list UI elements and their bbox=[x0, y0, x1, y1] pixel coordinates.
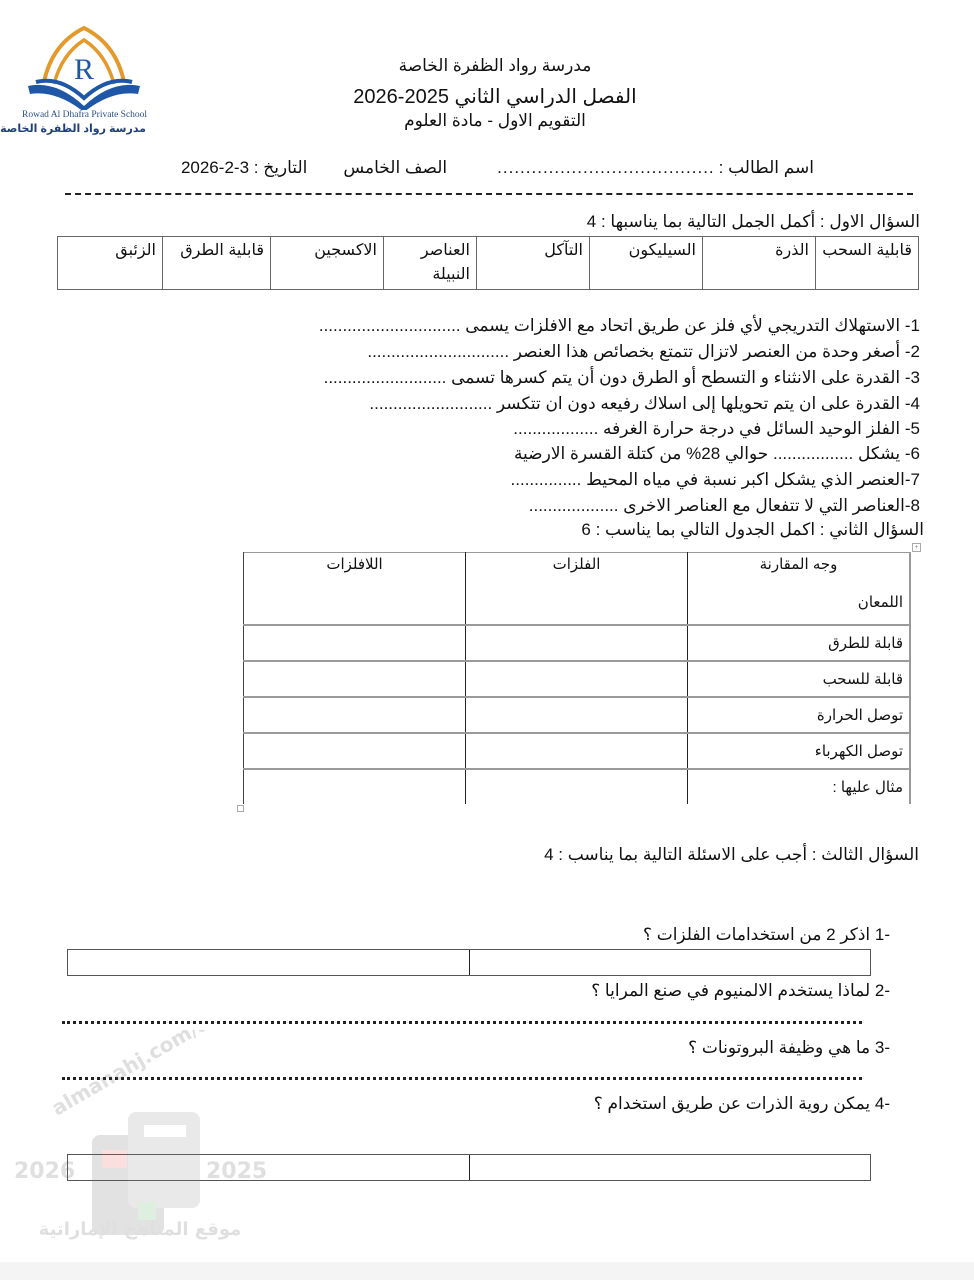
answer-cell[interactable] bbox=[68, 950, 469, 975]
comparison-table bbox=[243, 552, 911, 804]
answer-cell[interactable] bbox=[244, 733, 466, 769]
word-bank-item: الاكسجين bbox=[271, 237, 384, 290]
logo-english-name: Rowad Al Dhafra Private School bbox=[22, 110, 148, 120]
answer-cell[interactable] bbox=[244, 769, 466, 804]
word-bank-item: العناصر النبيلة bbox=[384, 237, 477, 290]
q1-item-7[interactable]: 7-العنصر الذي يشكل اكبر نسبة في مياه المحيط ............... bbox=[510, 470, 920, 489]
logo-arabic-name: مدرسة رواد الظفرة الخاصة bbox=[0, 123, 146, 135]
q1-item-4[interactable]: 4- القدرة على ان يتم تحويلها إلى اسلاك رفيعه دون ان تتكسر .......................... bbox=[369, 394, 920, 413]
q1-item-1[interactable]: 1- الاستهلاك التدريجي لأي فلز عن طريق اتحاد مع الافلزات يسمى .............................. bbox=[318, 316, 920, 335]
comparison-header-cell bbox=[688, 553, 910, 625]
word-bank-item: السيليكون bbox=[590, 237, 703, 290]
word-bank-item: التآكل bbox=[477, 237, 590, 290]
row-label: قابلة للسحب bbox=[688, 661, 910, 697]
date-label: التاريخ : 3-2-2026 bbox=[180, 158, 308, 177]
answer-cell[interactable] bbox=[466, 625, 688, 661]
answer-cell[interactable] bbox=[244, 661, 466, 697]
school-name: مدرسة رواد الظفرة الخاصة bbox=[398, 56, 592, 75]
q1-item-2[interactable]: 2- أصغر وحدة من العنصر لاتزال تتمتع بخصائص هذا العنصر .............................. bbox=[367, 342, 920, 361]
word-bank-table bbox=[57, 236, 919, 290]
assessment-title: التقويم الاول - مادة العلوم bbox=[404, 111, 586, 130]
q1-item-6[interactable]: 6- يشكل ................. حوالي 28% من كتلة القسرة الارضية bbox=[513, 444, 920, 463]
answer-cell[interactable] bbox=[244, 697, 466, 733]
q1-item-3[interactable]: 3- القدرة على الانثناء و التسطح أو الطرق دون أن يتم كسرها تسمى .......................... bbox=[323, 368, 920, 387]
semester-title: الفصل الدراسي الثاني 2025-2026 bbox=[353, 86, 637, 108]
row-label: اللمعان bbox=[857, 594, 903, 611]
word-bank-item: الذرة bbox=[703, 237, 816, 290]
svg-text:2026: 2026 bbox=[14, 1159, 76, 1184]
q3-item-2: -2 لماذا يستخدم الالمنيوم في صنع المرايا ؟ bbox=[591, 981, 890, 1000]
column-header-aspect: وجه المقارنة bbox=[759, 556, 838, 573]
svg-text:R: R bbox=[73, 53, 95, 86]
answer-cell[interactable] bbox=[466, 733, 688, 769]
answer-dotted-line[interactable] bbox=[62, 1021, 862, 1027]
row-label: قابلة للطرق bbox=[688, 625, 910, 661]
answer-cell[interactable] bbox=[466, 661, 688, 697]
q3-item-3: -3 ما هي وظيفة البروتونات ؟ bbox=[688, 1038, 890, 1057]
svg-text:موقع المناهج الإماراتية: موقع المناهج الإماراتية bbox=[38, 1219, 242, 1240]
q3-item-4: -4 يمكن روية الذرات عن طريق استخدام ؟ bbox=[593, 1094, 890, 1113]
page-bottom-band bbox=[0, 1262, 974, 1280]
table-resize-handle-icon[interactable] bbox=[237, 805, 244, 812]
row-label: مثال عليها : bbox=[688, 769, 910, 804]
open-book-arch-icon bbox=[22, 22, 146, 110]
svg-text:2025: 2025 bbox=[206, 1159, 268, 1184]
watermark bbox=[10, 1030, 270, 1250]
grade-label: الصف الخامس bbox=[343, 158, 448, 177]
answer-cell[interactable] bbox=[469, 950, 871, 975]
q1-title: السؤال الاول : أكمل الجمل التالية بما يناسبها : 4 bbox=[586, 212, 920, 231]
table-move-handle-icon[interactable]: + bbox=[912, 543, 921, 552]
q2-title: السؤال الثاني : اكمل الجدول التالي بما يناسب : 6 bbox=[581, 520, 924, 539]
phone-watermark-icon bbox=[10, 1030, 270, 1250]
q3-item-1: -1 اذكر 2 من استخدامات الفلزات ؟ bbox=[642, 925, 890, 944]
separator-dashed-line bbox=[65, 193, 913, 197]
answer-cell[interactable] bbox=[469, 1155, 871, 1180]
answer-cell[interactable] bbox=[466, 769, 688, 804]
column-header-nonmetals: اللافلزات bbox=[244, 553, 466, 625]
answer-cell[interactable] bbox=[244, 625, 466, 661]
answer-dotted-line[interactable] bbox=[62, 1077, 862, 1083]
answer-cell[interactable] bbox=[68, 1155, 469, 1180]
q3-item-4-answer-box[interactable] bbox=[67, 1154, 871, 1181]
word-bank-item: قابلية السحب bbox=[816, 237, 919, 290]
row-label: توصل الحرارة bbox=[688, 697, 910, 733]
q1-item-5[interactable]: 5- الفلز الوحيد السائل في درجة حرارة الغرفه .................. bbox=[513, 419, 920, 438]
answer-cell[interactable] bbox=[466, 697, 688, 733]
student-info-row bbox=[154, 158, 814, 178]
q3-title: السؤال الثالث : أجب على الاسئلة التالية بما يناسب : 4 bbox=[544, 845, 919, 864]
q1-item-8[interactable]: 8-العناصر التي لا تتفعال مع العناصر الاخرى ................... bbox=[528, 496, 920, 515]
word-bank-item: الزئبق bbox=[58, 237, 163, 290]
row-label: توصل الكهرباء bbox=[688, 733, 910, 769]
student-name-label: اسم الطالب : bbox=[718, 158, 814, 177]
column-header-metals: الفلزات bbox=[466, 553, 688, 625]
svg-text:almanahj.com/ae: almanahj.com/ae bbox=[47, 1030, 226, 1121]
school-logo bbox=[0, 22, 148, 140]
q3-item-1-answer-box[interactable] bbox=[67, 949, 871, 976]
student-name-field[interactable]: ...................................... bbox=[497, 158, 715, 177]
word-bank-item: قابلية الطرق bbox=[163, 237, 271, 290]
